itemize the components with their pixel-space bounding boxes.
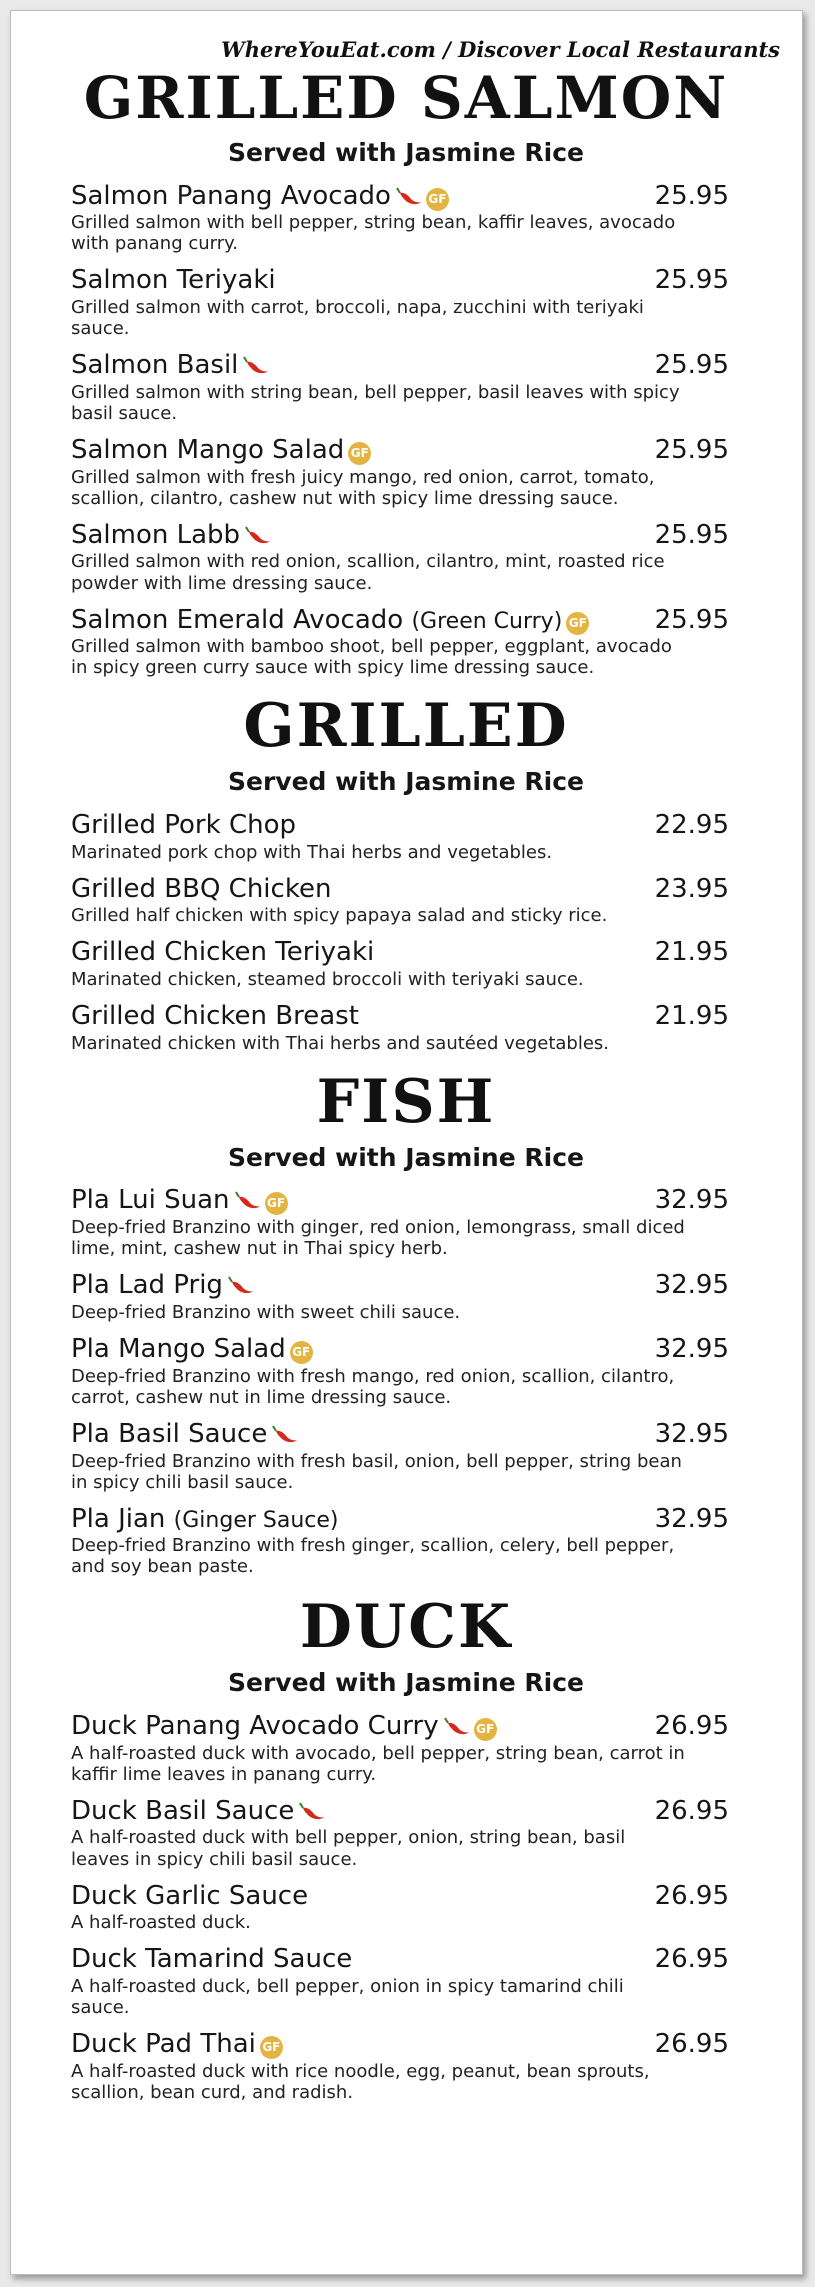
gf-badge-icon: GF — [426, 188, 449, 211]
menu-item-price: 25.95 — [654, 604, 729, 635]
menu-item-name — [71, 181, 449, 213]
dish-name: Duck Basil Sauce — [71, 1795, 295, 1826]
dish-name: Grilled Chicken Breast — [71, 1001, 359, 1032]
menu-item — [71, 874, 741, 927]
menu-item-name — [71, 1419, 298, 1451]
menu-item-name — [71, 350, 269, 382]
menu-item-description: Grilled salmon with bell pepper, string bean, kaffir leaves, avocado with panang curry. — [71, 212, 676, 255]
menu-item-header — [71, 1881, 741, 1913]
menu-item-name — [71, 1711, 497, 1743]
section-subtitle: Served with Jasmine Rice — [228, 1668, 584, 1698]
menu-item-price: 32.95 — [654, 1334, 729, 1365]
dish-name: Grilled Chicken Teriyaki — [71, 937, 375, 968]
menu-item-name — [71, 435, 371, 467]
menu-item-header — [71, 810, 741, 842]
menu-item — [71, 181, 741, 255]
menu-item-description: Deep-fried Branzino with fresh basil, onion, bell pepper, string bean in spicy chili basil sauce. — [71, 1450, 682, 1493]
menu-item-price: 25.95 — [654, 350, 729, 381]
menu-item-header — [71, 181, 741, 213]
dish-name: Salmon Emerald Avocado — [71, 604, 404, 635]
menu-page — [10, 10, 803, 2275]
dish-name: Duck Garlic Sauce — [71, 1880, 309, 1911]
menu-item-price: 21.95 — [654, 937, 729, 968]
dish-name: Pla Basil Sauce — [71, 1418, 268, 1449]
menu-item-header — [71, 874, 741, 906]
gf-badge-icon: GF — [566, 612, 589, 635]
menu-item-name — [71, 1001, 359, 1033]
menu-item-price: 21.95 — [654, 1001, 729, 1032]
menu-item-price: 26.95 — [654, 2029, 729, 2060]
gf-badge-icon: GF — [474, 1718, 497, 1741]
menu-item — [71, 1881, 741, 1934]
section-title: FISH — [316, 1066, 496, 1137]
menu-item-header — [71, 520, 741, 552]
menu-item-name — [71, 1944, 352, 1976]
dish-name: Grilled BBQ Chicken — [71, 873, 332, 904]
menu-item-description: Grilled salmon with fresh juicy mango, red onion, carrot, tomato, scallion, cilantro, cashew nut with spicy lime dressing sauce. — [71, 466, 655, 509]
menu-item-price: 25.95 — [654, 434, 729, 465]
gf-badge-icon: GF — [265, 1192, 288, 1215]
menu-item-description: Deep-fried Branzino with ginger, red onion, lemongrass, small diced lime, mint, cashew nut in Thai spicy herb. — [71, 1217, 685, 1260]
chili-pepper-icon — [299, 1802, 325, 1820]
menu-content — [71, 64, 741, 2114]
menu-item-price: 32.95 — [654, 1270, 729, 1301]
dish-note: (Green Curry) — [411, 608, 563, 634]
dish-name: Pla Lui Suan — [71, 1185, 230, 1216]
menu-item-name — [71, 605, 589, 637]
menu-item-name — [71, 937, 374, 969]
menu-item-header — [71, 265, 741, 297]
menu-item-header — [71, 1001, 741, 1033]
gf-badge-icon: GF — [260, 2036, 283, 2059]
menu-item-price: 32.95 — [654, 1418, 729, 1449]
dish-name: Salmon Labb — [71, 519, 241, 550]
menu-item-description: A half-roasted duck with avocado, bell pepper, string bean, carrot in kaffir lime leaves in panang curry. — [71, 1742, 685, 1785]
menu-item-price: 25.95 — [654, 519, 729, 550]
menu-item-name — [71, 1270, 254, 1302]
menu-item — [71, 1711, 741, 1785]
menu-item-name — [71, 1881, 308, 1913]
menu-item-name — [71, 2029, 283, 2061]
menu-item-description: Grilled salmon with string bean, bell pepper, basil leaves with spicy basil sauce. — [71, 381, 680, 424]
menu-item-name — [71, 874, 331, 906]
menu-item-price: 32.95 — [654, 1185, 729, 1216]
section-subtitle: Served with Jasmine Rice — [228, 1142, 584, 1172]
menu-item-description: Grilled salmon with bamboo shoot, bell pepper, eggplant, avocado in spicy green curry sauce with spicy lime dressing sauce. — [71, 636, 672, 679]
menu-item-header — [71, 937, 741, 969]
menu-item-header — [71, 1419, 741, 1451]
menu-item-price: 26.95 — [654, 1710, 729, 1741]
menu-item-header — [71, 1334, 741, 1366]
menu-item-header — [71, 1270, 741, 1302]
menu-item — [71, 1270, 741, 1323]
gf-badge-icon: GF — [290, 1341, 313, 1364]
menu-item-description: Grilled salmon with carrot, broccoli, napa, zucchini with teriyaki sauce. — [71, 297, 644, 340]
menu-section — [71, 64, 741, 679]
menu-item-price: 32.95 — [654, 1503, 729, 1534]
menu-item-header — [71, 1185, 741, 1217]
menu-item — [71, 937, 741, 990]
menu-item-description: A half-roasted duck, bell pepper, onion in spicy tamarind chili sauce. — [71, 1976, 624, 2019]
section-title: DUCK — [299, 1592, 513, 1663]
menu-item-price: 26.95 — [654, 1795, 729, 1826]
dish-name: Salmon Basil — [71, 350, 239, 381]
chili-pepper-icon — [444, 1717, 470, 1735]
menu-item-header — [71, 350, 741, 382]
gf-badge-icon: GF — [348, 442, 371, 465]
menu-item-name — [71, 265, 276, 297]
menu-item-header — [71, 2029, 741, 2061]
watermark-text: WhereYouEat.com / Discover Local Restaurants — [221, 37, 780, 62]
dish-name: Pla Lad Prig — [71, 1270, 223, 1301]
section-subtitle: Served with Jasmine Rice — [228, 767, 584, 797]
menu-item-description: A half-roasted duck with bell pepper, onion, string bean, basil leaves in spicy chili basil sauce. — [71, 1827, 626, 1870]
section-subtitle: Served with Jasmine Rice — [228, 138, 584, 167]
dish-name: Duck Tamarind Sauce — [71, 1944, 353, 1975]
menu-item — [71, 265, 741, 339]
menu-item-name — [71, 1504, 339, 1536]
menu-item-description: Grilled salmon with red onion, scallion, cilantro, mint, roasted rice powder with lime dressing sauce. — [71, 551, 665, 594]
dish-name: Grilled Pork Chop — [71, 809, 296, 840]
chili-pepper-icon — [245, 526, 271, 544]
chili-pepper-icon — [228, 1276, 254, 1294]
menu-item-price: 22.95 — [654, 809, 729, 840]
menu-item-name — [71, 1185, 288, 1217]
menu-item — [71, 1796, 741, 1870]
menu-item — [71, 1001, 741, 1054]
menu-item-header — [71, 1796, 741, 1828]
menu-item-description: Deep-fried Branzino with fresh ginger, scallion, celery, bell pepper, and soy bean paste. — [71, 1535, 675, 1578]
menu-item-description: Grilled half chicken with spicy papaya salad and sticky rice. — [71, 905, 608, 927]
menu-item-name — [71, 520, 271, 552]
menu-item — [71, 1334, 741, 1408]
menu-item-name — [71, 1796, 325, 1828]
menu-item-description: Marinated pork chop with Thai herbs and vegetables. — [71, 841, 553, 863]
menu-item — [71, 2029, 741, 2103]
menu-item-header — [71, 1504, 741, 1536]
menu-item-description: Deep-fried Branzino with fresh mango, red onion, scallion, cilantro, carrot, cashew nut in lime dressing sauce. — [71, 1365, 675, 1408]
menu-item — [71, 1504, 741, 1578]
menu-item-description: Marinated chicken with Thai herbs and sautéed vegetables. — [71, 1032, 610, 1054]
chili-pepper-icon — [396, 187, 422, 205]
dish-note: (Ginger Sauce) — [173, 1507, 339, 1533]
menu-item-price: 26.95 — [654, 1880, 729, 1911]
menu-item-price: 23.95 — [654, 873, 729, 904]
menu-item — [71, 1419, 741, 1493]
menu-item-header — [71, 1711, 741, 1743]
section-title: GRILLED — [243, 691, 569, 762]
menu-item — [71, 810, 741, 863]
menu-item-description: Marinated chicken, steamed broccoli with teriyaki sauce. — [71, 969, 584, 991]
chili-pepper-icon — [272, 1425, 298, 1443]
dish-name: Salmon Panang Avocado — [71, 180, 391, 211]
dish-name: Duck Pad Thai — [71, 2029, 256, 2060]
menu-item — [71, 435, 741, 509]
dish-name: Salmon Mango Salad — [71, 434, 345, 465]
menu-section — [71, 1066, 741, 1578]
menu-item-price: 26.95 — [654, 1944, 729, 1975]
menu-item-header — [71, 605, 741, 637]
dish-name: Pla Mango Salad — [71, 1334, 286, 1365]
menu-item — [71, 520, 741, 594]
menu-item-price: 25.95 — [654, 180, 729, 211]
menu-item-header — [71, 435, 741, 467]
menu-item — [71, 1185, 741, 1259]
chili-pepper-icon — [243, 356, 269, 374]
menu-section — [71, 691, 741, 1054]
dish-name: Pla Jian — [71, 1503, 166, 1534]
chili-pepper-icon — [235, 1191, 261, 1209]
menu-item — [71, 1944, 741, 2018]
menu-section — [71, 1592, 741, 2103]
menu-item-name — [71, 1334, 313, 1366]
dish-name: Duck Panang Avocado Curry — [71, 1710, 439, 1741]
menu-item-header — [71, 1944, 741, 1976]
menu-item-description: Deep-fried Branzino with sweet chili sauce. — [71, 1301, 461, 1323]
menu-item-price: 25.95 — [654, 265, 729, 296]
menu-item-description: A half-roasted duck. — [71, 1912, 251, 1934]
section-title: GRILLED SALMON — [83, 64, 729, 132]
menu-item — [71, 350, 741, 424]
dish-name: Salmon Teriyaki — [71, 265, 276, 296]
menu-item-name — [71, 810, 296, 842]
menu-item-description: A half-roasted duck with rice noodle, egg, peanut, bean sprouts, scallion, bean curd, and radish. — [71, 2060, 650, 2103]
menu-item — [71, 605, 741, 679]
